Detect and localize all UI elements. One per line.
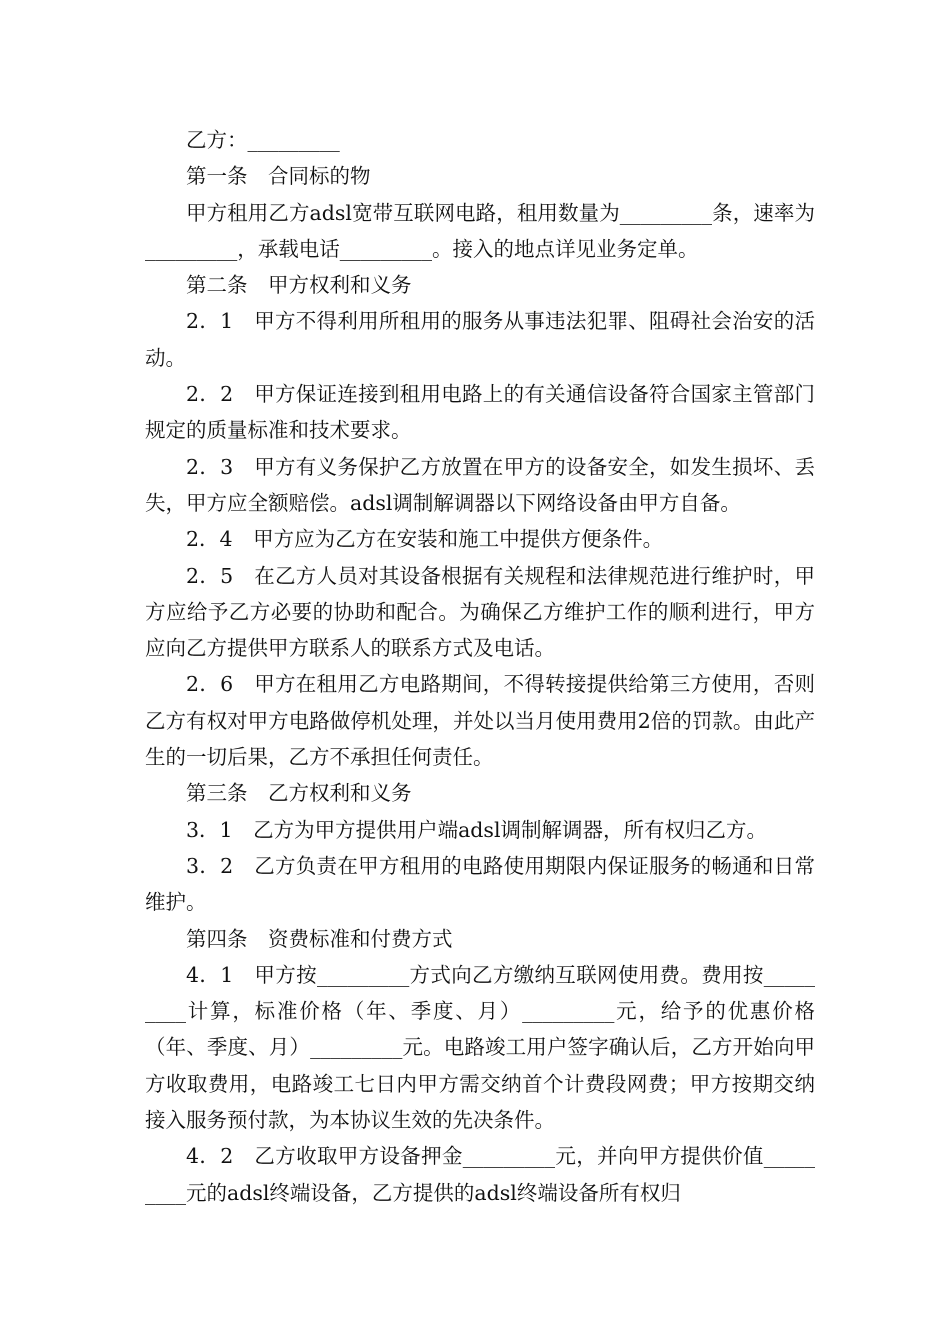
clause-2-3: 2．3 甲方有义务保护乙方放置在甲方的设备安全，如发生损坏、丢失，甲方应全额赔偿。adsl调制解调器以下网络设备由甲方自备。	[145, 454, 815, 515]
party-b-line: 乙方：_________	[186, 128, 340, 152]
clause-2-6: 2．6 甲方在租用乙方电路期间，不得转接提供给第三方使用，否则乙方有权对甲方电路做停机处理，并处以当月使用费用2倍的罚款。由此产生的一切后果，乙方不承担任何责任。	[145, 672, 815, 770]
contract-body	[145, 122, 815, 1211]
clause-3-2: 3．2 乙方负责在甲方租用的电路使用期限内保证服务的畅通和日常维护。	[145, 853, 815, 915]
article-4-heading: 第四条 资费标准和付费方式	[186, 926, 453, 951]
article-1-heading: 第一条 合同标的物	[186, 164, 371, 189]
article-3-heading: 第三条 乙方权利和义务	[186, 781, 412, 806]
article-2-heading: 第二条 甲方权利和义务	[186, 273, 412, 298]
clause-4-2: 4．2 乙方收取甲方设备押金_________元，并向甲方提供价值_________元的adsl终端设备，乙方提供的adsl终端设备所有权归	[145, 1144, 815, 1205]
article-1-text: 甲方租用乙方adsl宽带互联网电路，租用数量为_________条，速率为_________，承载电话_________。接入的地点详见业务定单。	[145, 200, 815, 261]
clause-2-2: 2．2 甲方保证连接到租用电路上的有关通信设备符合国家主管部门规定的质量标准和技术要求。	[145, 382, 815, 443]
clause-4-1: 4．1 甲方按_________方式向乙方缴纳互联网使用费。费用按_________计算，标准价格（年、季度、月）_________元，给予的优惠价格（年、季度、月）_________元。电路竣工用户签字确认后，乙方开始向甲方收取费用，电路竣工七日内甲方需交纳首个计费段网费；甲方按期交纳接入服务预付款，为本协议生效的先决条件。	[145, 962, 815, 1133]
clause-2-5: 2．5 在乙方人员对其设备根据有关规程和法律规范进行维护时，甲方应给予乙方必要的协助和配合。为确保乙方维护工作的顺利进行，甲方应向乙方提供甲方联系人的联系方式及电话。	[145, 563, 815, 661]
clause-2-1: 2．1 甲方不得利用所租用的服务从事违法犯罪、阻碍社会治安的活动。	[145, 309, 815, 370]
clause-3-1: 3．1 乙方为甲方提供用户端adsl调制解调器，所有权归乙方。	[186, 817, 768, 842]
clause-2-4: 2．4 甲方应为乙方在安装和施工中提供方便条件。	[186, 527, 664, 552]
